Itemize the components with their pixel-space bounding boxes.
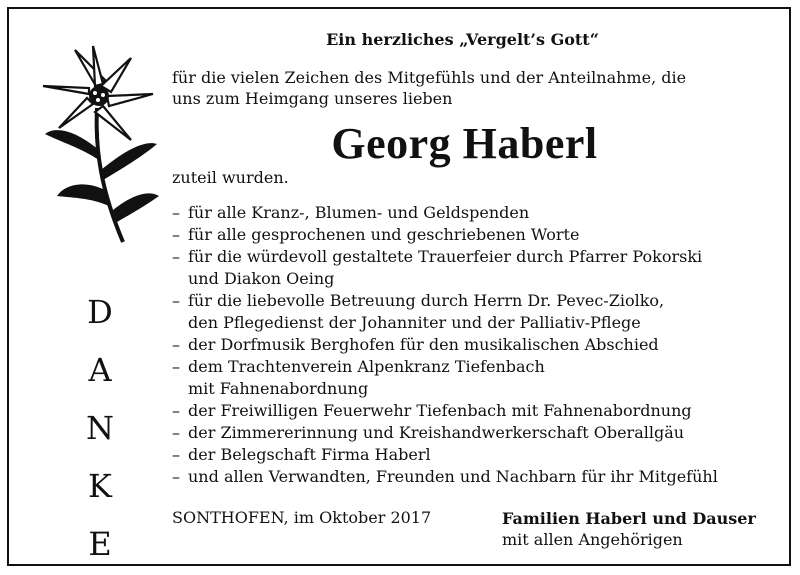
list-dash: – xyxy=(172,467,180,486)
intro-line: für die vielen Zeichen des Mitgefühls und der Anteilnahme, die xyxy=(172,68,687,87)
list-line: der Freiwilligen Feuerwehr Tiefenbach mit Fahnenabordnung xyxy=(188,401,692,420)
list-item xyxy=(172,246,772,290)
list-dash: – xyxy=(172,357,180,376)
list-line: für die würdevoll gestaltete Trauerfeier durch Pfarrer Pokorski xyxy=(188,247,703,266)
list-item xyxy=(172,422,772,444)
list-item xyxy=(172,224,772,246)
danke-letter: K xyxy=(88,467,112,505)
list-line: für die liebevolle Betreuung durch Herrn Dr. Pevec-Ziolko, xyxy=(188,291,665,310)
list-dash: – xyxy=(172,247,180,266)
list-line: der Zimmererinnung und Kreishandwerkerschaft Oberallgäu xyxy=(188,423,685,442)
list-line: den Pflegedienst der Johanniter und der Palliativ-Pflege xyxy=(188,313,641,332)
intro-line: uns zum Heimgang unseres lieben xyxy=(172,89,453,108)
list-line: und allen Verwandten, Freunden und Nachbarn für ihr Mitgefühl xyxy=(188,467,718,486)
list-item xyxy=(172,356,772,400)
list-item xyxy=(172,334,772,356)
list-item xyxy=(172,466,772,488)
list-line: mit Fahnenabordnung xyxy=(188,379,369,398)
family-subline: mit allen Angehörigen xyxy=(502,530,683,549)
danke-vertical xyxy=(80,283,120,573)
place-date: SONTHOFEN, im Oktober 2017 xyxy=(172,508,432,527)
danke-letter: E xyxy=(88,525,112,563)
list-line: und Diakon Oeing xyxy=(188,269,335,288)
zuteil-text: zuteil wurden. xyxy=(172,168,289,187)
header-text: Ein herzliches „Vergelt’s Gott“ xyxy=(326,30,599,49)
danke-letter: D xyxy=(87,293,113,331)
list-item xyxy=(172,400,772,422)
list-line: der Dorfmusik Berghofen für den musikalischen Abschied xyxy=(188,335,659,354)
list-item xyxy=(172,290,772,334)
list-line: für alle gesprochenen und geschriebenen Worte xyxy=(188,225,580,244)
list-item xyxy=(172,202,772,224)
list-dash: – xyxy=(172,423,180,442)
thanks-list xyxy=(172,202,772,488)
edelweiss-icon xyxy=(35,30,165,250)
danke-letter: N xyxy=(86,409,114,447)
list-line: der Belegschaft Firma Haberl xyxy=(188,445,431,464)
list-dash: – xyxy=(172,335,180,354)
intro-text xyxy=(172,67,757,109)
deceased-name: Georg Haberl xyxy=(331,119,598,168)
list-line: dem Trachtenverein Alpenkranz Tiefenbach xyxy=(188,357,545,376)
list-line: für alle Kranz-, Blumen- und Geldspenden xyxy=(188,203,530,222)
danke-letter: A xyxy=(88,351,112,389)
list-dash: – xyxy=(172,291,180,310)
list-dash: – xyxy=(172,445,180,464)
signature-block xyxy=(502,508,756,550)
list-dash: – xyxy=(172,203,180,222)
list-item xyxy=(172,444,772,466)
family-names: Familien Haberl und Dauser xyxy=(502,509,756,528)
list-dash: – xyxy=(172,225,180,244)
list-dash: – xyxy=(172,401,180,420)
